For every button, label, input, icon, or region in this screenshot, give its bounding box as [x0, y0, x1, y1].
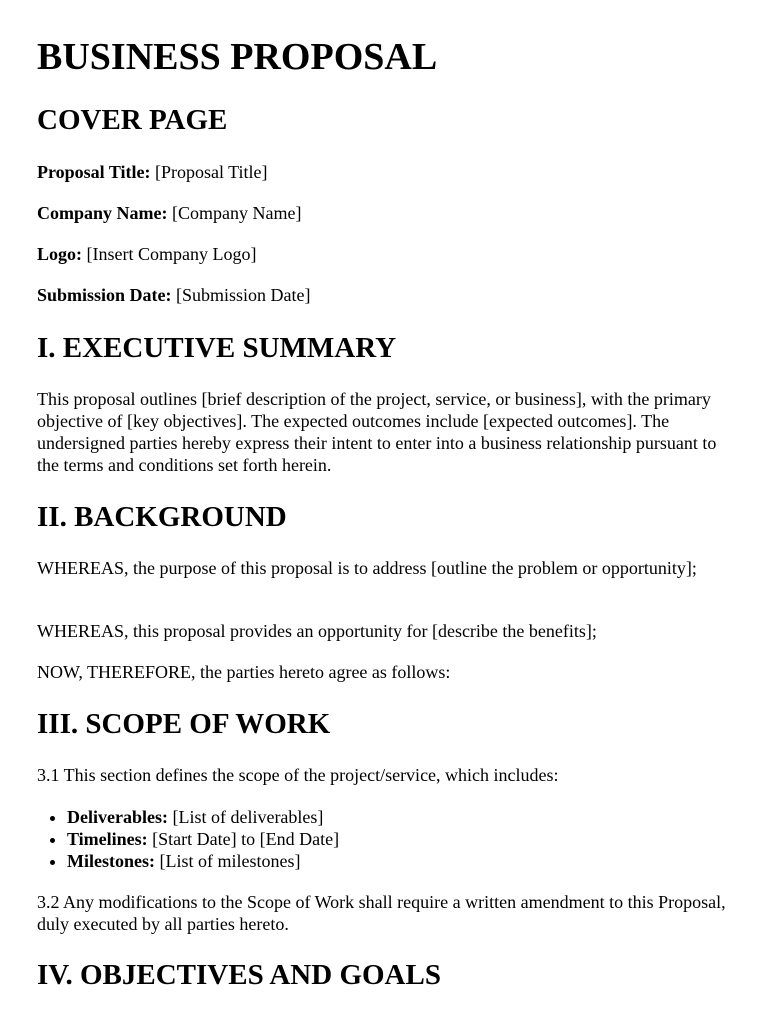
background-paragraph-3: NOW, THEREFORE, the parties hereto agree as follows: — [37, 662, 451, 682]
scope-heading: III. SCOPE OF WORK — [37, 708, 331, 740]
objectives-heading: IV. OBJECTIVES AND GOALS — [37, 959, 441, 991]
item-value: [List of deliverables] — [172, 807, 324, 827]
scope-intro: 3.1 This section defines the scope of the project/service, which includes: — [37, 765, 559, 785]
item-label: Timelines: — [67, 829, 148, 849]
item-label: Deliverables: — [67, 807, 168, 827]
item-label: Milestones: — [67, 851, 155, 871]
field-value: [Insert Company Logo] — [86, 244, 257, 264]
executive-summary-text: This proposal outlines [brief description of the project, service, or business], with the primary objective of [key objectives]. The expected outcomes include [expected outcomes]. The undersigned parties hereby express their intent to enter into a business relationship pursuant to the terms and conditions set forth herein. — [37, 389, 717, 475]
field-value: [Company Name] — [172, 203, 302, 223]
item-value: [Start Date] to [End Date] — [152, 829, 340, 849]
field-value: [Submission Date] — [176, 285, 311, 305]
scope-list — [67, 806, 339, 872]
cover-page-heading: COVER PAGE — [37, 104, 228, 136]
submission-date-field — [37, 284, 737, 306]
field-label: Submission Date: — [37, 285, 172, 305]
item-value: [List of milestones] — [159, 851, 301, 871]
list-item — [67, 850, 339, 872]
field-label: Proposal Title: — [37, 162, 151, 182]
logo-field — [37, 243, 737, 265]
scope-amendment: 3.2 Any modifications to the Scope of Work shall require a written amendment to this Proposal, duly executed by all parties hereto. — [37, 892, 726, 934]
list-item — [67, 806, 339, 828]
document-title: BUSINESS PROPOSAL — [37, 36, 438, 78]
field-value: [Proposal Title] — [155, 162, 268, 182]
background-paragraph-2: WHEREAS, this proposal provides an opportunity for [describe the benefits]; — [37, 621, 597, 641]
proposal-title-field — [37, 161, 737, 183]
list-item — [67, 828, 339, 850]
background-heading: II. BACKGROUND — [37, 501, 287, 533]
executive-summary-heading: I. EXECUTIVE SUMMARY — [37, 332, 397, 364]
company-name-field — [37, 202, 737, 224]
field-label: Company Name: — [37, 203, 168, 223]
background-paragraph-1: WHEREAS, the purpose of this proposal is to address [outline the problem or opportunity]; — [37, 558, 697, 578]
field-label: Logo: — [37, 244, 82, 264]
